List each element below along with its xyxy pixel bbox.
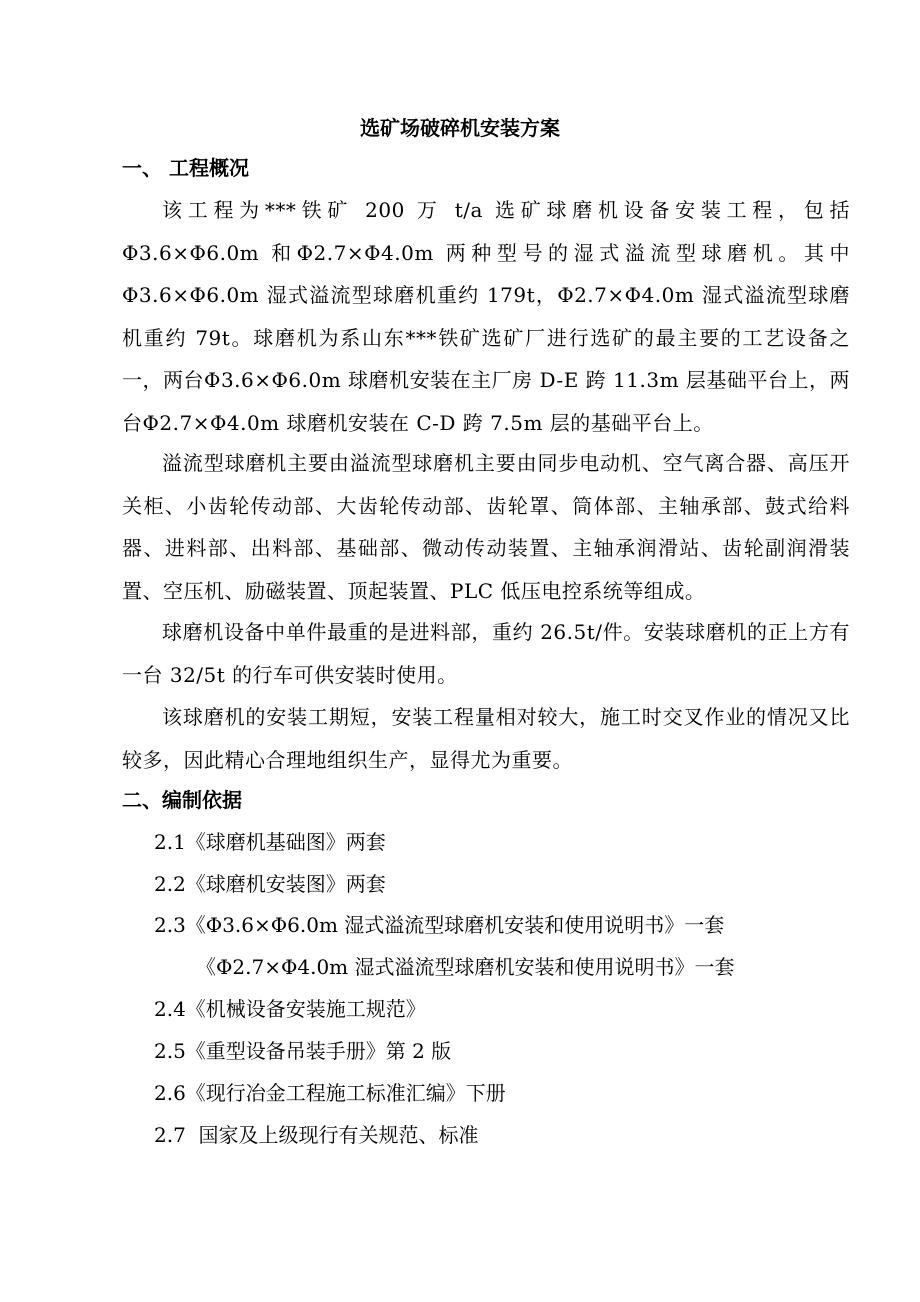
section-heading-basis: 二、编制依据 (122, 788, 242, 812)
paragraph-project-overview: 该工程为***铁矿 200 万 t/a 选矿球磨机设备安装工程，包括Φ3.6×Φ6.0m 和Φ2.7×Φ4.0m 两种型号的湿式溢流型球磨机。其中Φ3.6×Φ6.0m 湿式溢流型球磨机重约 179t，Φ2.7×Φ4.0m 湿式溢流型球磨机重约 79t。球磨机为系山东***铁矿选矿厂进行选矿的最主要的工艺设备之一，两台Φ3.6×Φ6.0m 球磨机安装在主厂房 D-E 跨 11.3m 层基础平台上，两台Φ2.7×Φ4.0m 球磨机安装在 C-D 跨 7.5m 层的基础平台上。 (122, 198, 850, 435)
reference-item: 2.6《现行冶金工程施工标准汇编》下册 (154, 1081, 506, 1105)
reference-item: 2.3《Φ3.6×Φ6.0m 湿式溢流型球磨机安装和使用说明书》一套 (154, 913, 725, 937)
reference-item: 2.4《机械设备安装施工规范》 (154, 997, 426, 1021)
reference-item: 《Φ2.7×Φ4.0m 湿式溢流型球磨机安装和使用说明书》一套 (196, 955, 735, 979)
paragraph-schedule: 该球磨机的安装工期短，安装工程量相对较大，施工时交叉作业的情况又比较多，因此精心合理地组织生产，显得尤为重要。 (122, 705, 850, 772)
paragraph-mill-components: 溢流型球磨机主要由溢流型球磨机主要由同步电动机、空气离合器、高压开关柜、小齿轮传动部、大齿轮传动部、齿轮罩、筒体部、主轴承部、鼓式给料器、进料部、出料部、基础部、微动传动装置、主轴承润滑站、齿轮副润滑装置、空压机、励磁装置、顶起装置、PLC 低压电控系统等组成。 (122, 451, 850, 603)
document-title: 选矿场破碎机安装方案 (360, 116, 560, 140)
reference-item: 2.7 国家及上级现行有关规范、标准 (154, 1123, 479, 1147)
reference-item: 2.5《重型设备吊装手册》第 2 版 (154, 1039, 452, 1063)
reference-item: 2.1《球磨机基础图》两套 (154, 830, 386, 854)
reference-item: 2.2《球磨机安装图》两套 (154, 872, 386, 896)
paragraph-heaviest-part: 球磨机设备中单件最重的是进料部，重约 26.5t/件。安装球磨机的正上方有一台 32/5t 的行车可供安装时使用。 (122, 620, 850, 687)
section-heading-overview: 一、 工程概况 (122, 156, 249, 180)
